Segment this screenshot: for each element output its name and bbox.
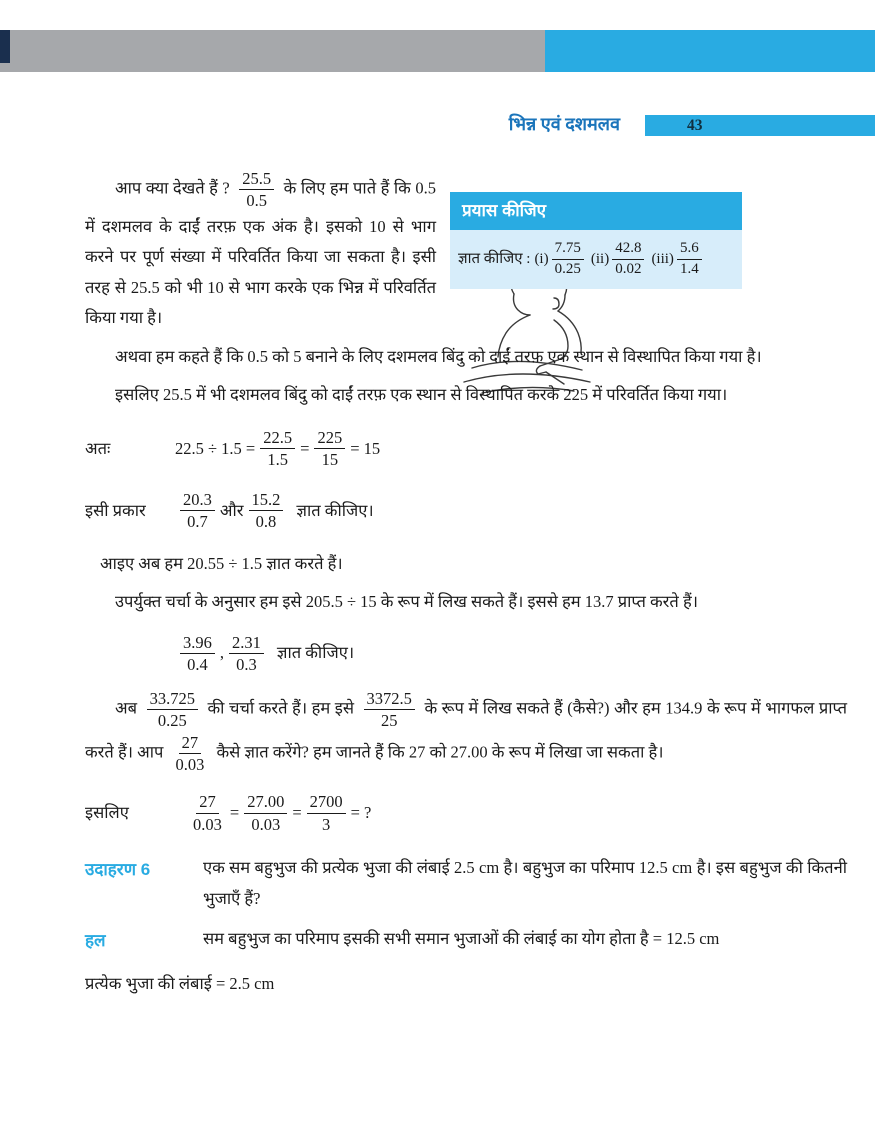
denominator: 0.03 — [175, 754, 205, 774]
numerator: 3372.5 — [364, 688, 415, 710]
denominator: 25 — [380, 711, 398, 731]
numerator: 3.96 — [180, 632, 215, 654]
denominator: 0.25 — [554, 260, 581, 277]
denominator: 3 — [322, 814, 331, 834]
try-these-body — [450, 230, 742, 289]
spine-tab — [0, 30, 10, 63]
fraction — [307, 791, 346, 835]
numerator: 27.00 — [244, 791, 287, 813]
text-run: कैसे ज्ञात करेंगे? हम जानते हैं कि 27 को 27.00 के रूप में लिखा जा सकता है। — [216, 742, 664, 762]
try-item-label: (ii) — [590, 250, 610, 267]
try-these-title: प्रयास कीजिए — [450, 192, 742, 230]
denominator: 1.4 — [679, 260, 699, 277]
fraction — [172, 732, 207, 776]
numerator: 15.2 — [249, 489, 284, 511]
fraction — [190, 791, 225, 835]
denominator: 0.4 — [187, 655, 208, 675]
fraction — [180, 489, 215, 533]
fraction — [260, 427, 295, 471]
numerator: 25.5 — [239, 168, 274, 190]
denominator: 0.03 — [251, 814, 281, 834]
numerator: 5.6 — [677, 239, 702, 260]
text-run: ज्ञात कीजिए। — [276, 643, 355, 663]
similarly-row — [85, 489, 847, 533]
try-item-label: (i) — [534, 250, 549, 267]
fraction — [180, 632, 215, 676]
equation-1 — [85, 427, 847, 471]
text-run: 22.5 ÷ 1.5 = — [175, 438, 256, 458]
exercise-fractions-row — [175, 632, 847, 676]
comma: , — [219, 643, 224, 663]
numerator: 42.8 — [612, 239, 644, 260]
numerator: 27 — [196, 791, 219, 813]
denominator: 15 — [321, 450, 339, 470]
text-run: की चर्चा करते हैं। हम इसे — [207, 698, 355, 718]
try-these-box — [450, 192, 742, 289]
fraction — [244, 791, 287, 835]
solution-text: सम बहुभुज का परिमाप इसकी सभी समान भुजाओं की लंबाई का योग होता है = 12.5 cm — [203, 929, 720, 949]
paragraph-side-length: प्रत्येक भुजा की लंबाई = 2.5 cm — [85, 973, 275, 993]
fraction — [314, 427, 345, 471]
try-these-prompt: ज्ञात कीजिए : — [458, 250, 531, 267]
text-run: = 15 — [350, 438, 381, 458]
numerator: 33.725 — [147, 688, 198, 710]
top-banner-blue — [545, 30, 875, 72]
paragraph-lets-find: आइए अब हम 20.55 ÷ 1.5 ज्ञात करते हैं। — [100, 553, 343, 573]
text-run: = ? — [350, 803, 372, 823]
numerator: 27 — [179, 732, 202, 754]
fraction — [677, 239, 702, 279]
text-run: और — [219, 500, 244, 520]
numerator: 20.3 — [180, 489, 215, 511]
numerator: 225 — [314, 427, 345, 449]
text-run: के रूप में लिख सकते हैं (कैसे?) और हम 134.9 के रूप में भागफल प्राप्त करते हैं। आप — [85, 698, 848, 762]
example-6-label: उदाहरण 6 — [85, 860, 151, 880]
denominator: 0.03 — [193, 814, 222, 834]
numerator: 22.5 — [260, 427, 295, 449]
numerator: 2700 — [307, 791, 346, 813]
denominator: 0.5 — [246, 191, 267, 211]
fraction — [249, 489, 284, 533]
solution-label: हल — [85, 931, 106, 951]
fraction — [552, 239, 584, 279]
equals-sign: = — [292, 803, 302, 823]
denominator: 0.8 — [255, 512, 277, 532]
text-run: के लिए हम पाते हैं कि 0.5 में दशमलव के दाईं तरफ़ एक अंक है। इसको 10 से भाग करने पर पूर्ण संख्या में परिवर्तित किया जा सकता है। इसी तरह से 25.5 को भी 10 से भाग करके एक भिन्न में परिवर्तित किया गया है। — [85, 178, 436, 328]
denominator: 0.02 — [615, 260, 642, 277]
example-6-text: एक सम बहुभुज की प्रत्येक भुजा की लंबाई 2.5 cm है। बहुभुज का परिमाप 12.5 cm है। इस बहुभुज की कितनी भुजाएँ हैं? — [203, 858, 847, 908]
numerator: 2.31 — [229, 632, 264, 654]
denominator: 1.5 — [267, 450, 288, 470]
page-content — [85, 168, 847, 999]
fraction — [229, 632, 264, 676]
solution-block — [85, 924, 847, 956]
equation-2 — [85, 791, 847, 835]
equation-1-label: अतः — [85, 438, 111, 458]
example-6-block — [85, 853, 847, 914]
paragraph-as-above: उपर्युक्त चर्चा के अनुसार हम इसे 205.5 ÷ 15 के रूप में लिख सकते हैं। इससे हम 13.7 प्राप्त करते हैं। — [115, 592, 698, 612]
similarly-label: इसी प्रकार — [85, 500, 146, 520]
paragraph-discussion — [85, 688, 847, 776]
text-run: आप क्या देखते हैं ? — [115, 178, 235, 198]
text-run: ज्ञात कीजिए। — [296, 500, 374, 520]
fraction — [364, 688, 415, 732]
page-number: 43 — [687, 117, 703, 134]
equals-sign: = — [229, 803, 240, 823]
numerator: 7.75 — [552, 239, 584, 260]
denominator: 0.3 — [236, 655, 257, 675]
page-number-bar — [645, 115, 875, 136]
equals-sign: = — [300, 438, 310, 458]
fraction — [147, 688, 198, 732]
denominator: 0.7 — [187, 512, 208, 532]
denominator: 0.25 — [157, 711, 187, 731]
paragraph-therefore-shift: इसलिए 25.5 में भी दशमलव बिंदु को दाईं तरफ़ एक स्थान से विस्थापित करके 225 में परिवर्तित किया गया। — [115, 385, 728, 405]
fraction — [239, 168, 274, 212]
top-banner-gray — [0, 30, 875, 72]
try-item-label: (iii) — [651, 250, 674, 267]
equation-2-label: इसलिए — [85, 803, 129, 823]
paragraph-shift-decimal: अथवा हम कहते हैं कि 0.5 को 5 बनाने के लिए दशमलव बिंदु को दाईं तरफ़ एक स्थान से विस्थापित किया गया है। — [115, 346, 762, 366]
fraction — [612, 239, 644, 279]
chapter-title: भिन्न एवं दशमलव — [508, 114, 620, 134]
text-run: अब — [115, 698, 138, 718]
